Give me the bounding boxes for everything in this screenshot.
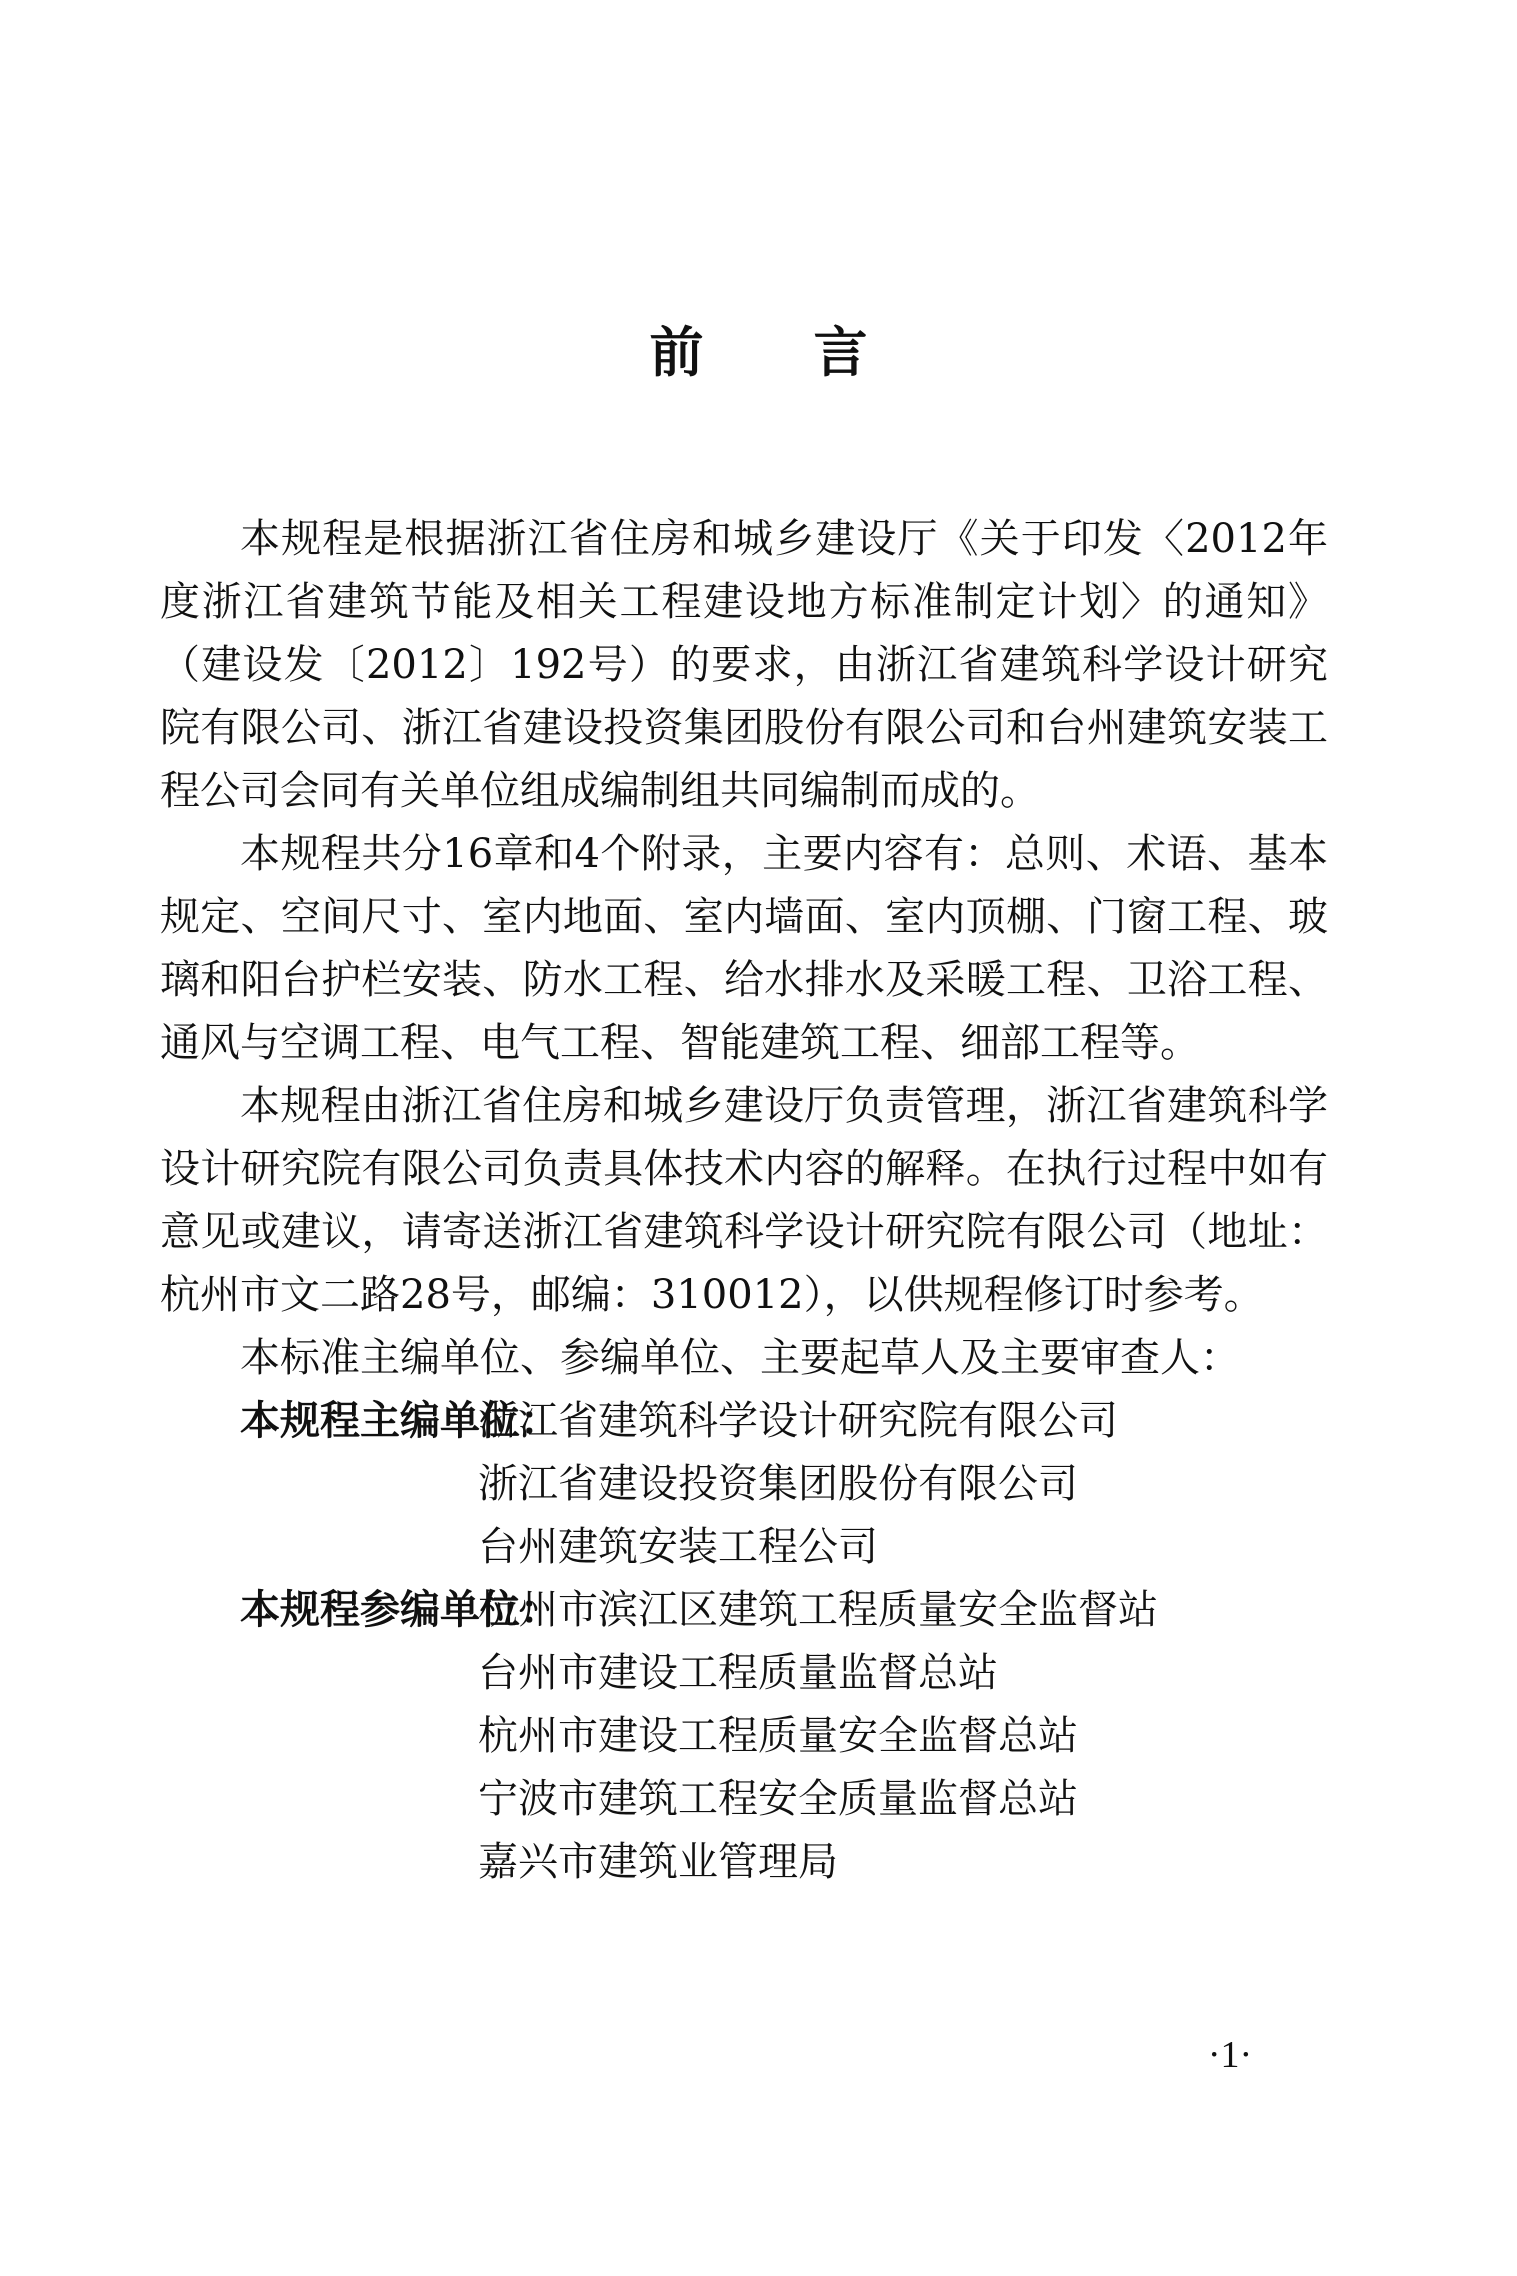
paragraph-units-intro: 本标准主编单位、参编单位、主要起草人及主要审查人： bbox=[240, 1335, 1240, 1381]
participating-unit-item: 杭州市滨江区建筑工程质量安全监督站 bbox=[478, 1587, 1158, 1633]
paragraph-management: 本规程由浙江省住房和城乡建设厅负责管理，浙江省建筑科学设计研究院有限公司负责具体技术内容的解释。在执行过程中如有意见或建议，请寄送浙江省建筑科学设计研究院有限公司（地址：杭州市文二路28号，邮编：310012），以供规程修订时参考。 bbox=[160, 1083, 1328, 1318]
preface-body bbox=[160, 508, 1328, 1894]
chief-unit-item: 浙江省建设投资集团股份有限公司 bbox=[478, 1461, 1078, 1507]
participating-units-block bbox=[160, 1579, 1328, 1894]
participating-unit-item: 嘉兴市建筑业管理局 bbox=[478, 1839, 838, 1885]
participating-units-list bbox=[478, 1579, 1158, 1894]
paragraph-basis: 本规程是根据浙江省住房和城乡建设厅《关于印发〈2012年度浙江省建筑节能及相关工程建设地方标准制定计划〉的通知》（建设发〔2012〕192号）的要求，由浙江省建筑科学设计研究院有限公司、浙江省建设投资集团股份有限公司和台州建筑安装工程公司会同有关单位组成编制组共同编制而成的。 bbox=[160, 516, 1328, 814]
participating-unit-item: 宁波市建筑工程安全质量监督总站 bbox=[478, 1776, 1078, 1822]
participating-unit-item: 杭州市建设工程质量安全监督总站 bbox=[478, 1713, 1078, 1759]
chief-unit-item: 台州建筑安装工程公司 bbox=[478, 1524, 878, 1570]
chief-unit-item: 浙江省建筑科学设计研究院有限公司 bbox=[478, 1398, 1118, 1444]
page-title: 前言 bbox=[649, 321, 978, 384]
participating-units-label: 本规程参编单位： bbox=[240, 1587, 560, 1633]
chief-units-label: 本规程主编单位： bbox=[240, 1398, 560, 1444]
participating-unit-item: 台州市建设工程质量监督总站 bbox=[478, 1650, 998, 1696]
paragraph-contents: 本规程共分16章和4个附录，主要内容有：总则、术语、基本规定、空间尺寸、室内地面、室内墙面、室内顶棚、门窗工程、玻璃和阳台护栏安装、防水工程、给水排水及采暖工程、卫浴工程、通风与空调工程、电气工程、智能建筑工程、细部工程等。 bbox=[160, 831, 1328, 1066]
chief-units-block bbox=[160, 1390, 1328, 1579]
chief-units-list bbox=[478, 1390, 1118, 1579]
page-number: ·1· bbox=[1207, 2034, 1253, 2076]
